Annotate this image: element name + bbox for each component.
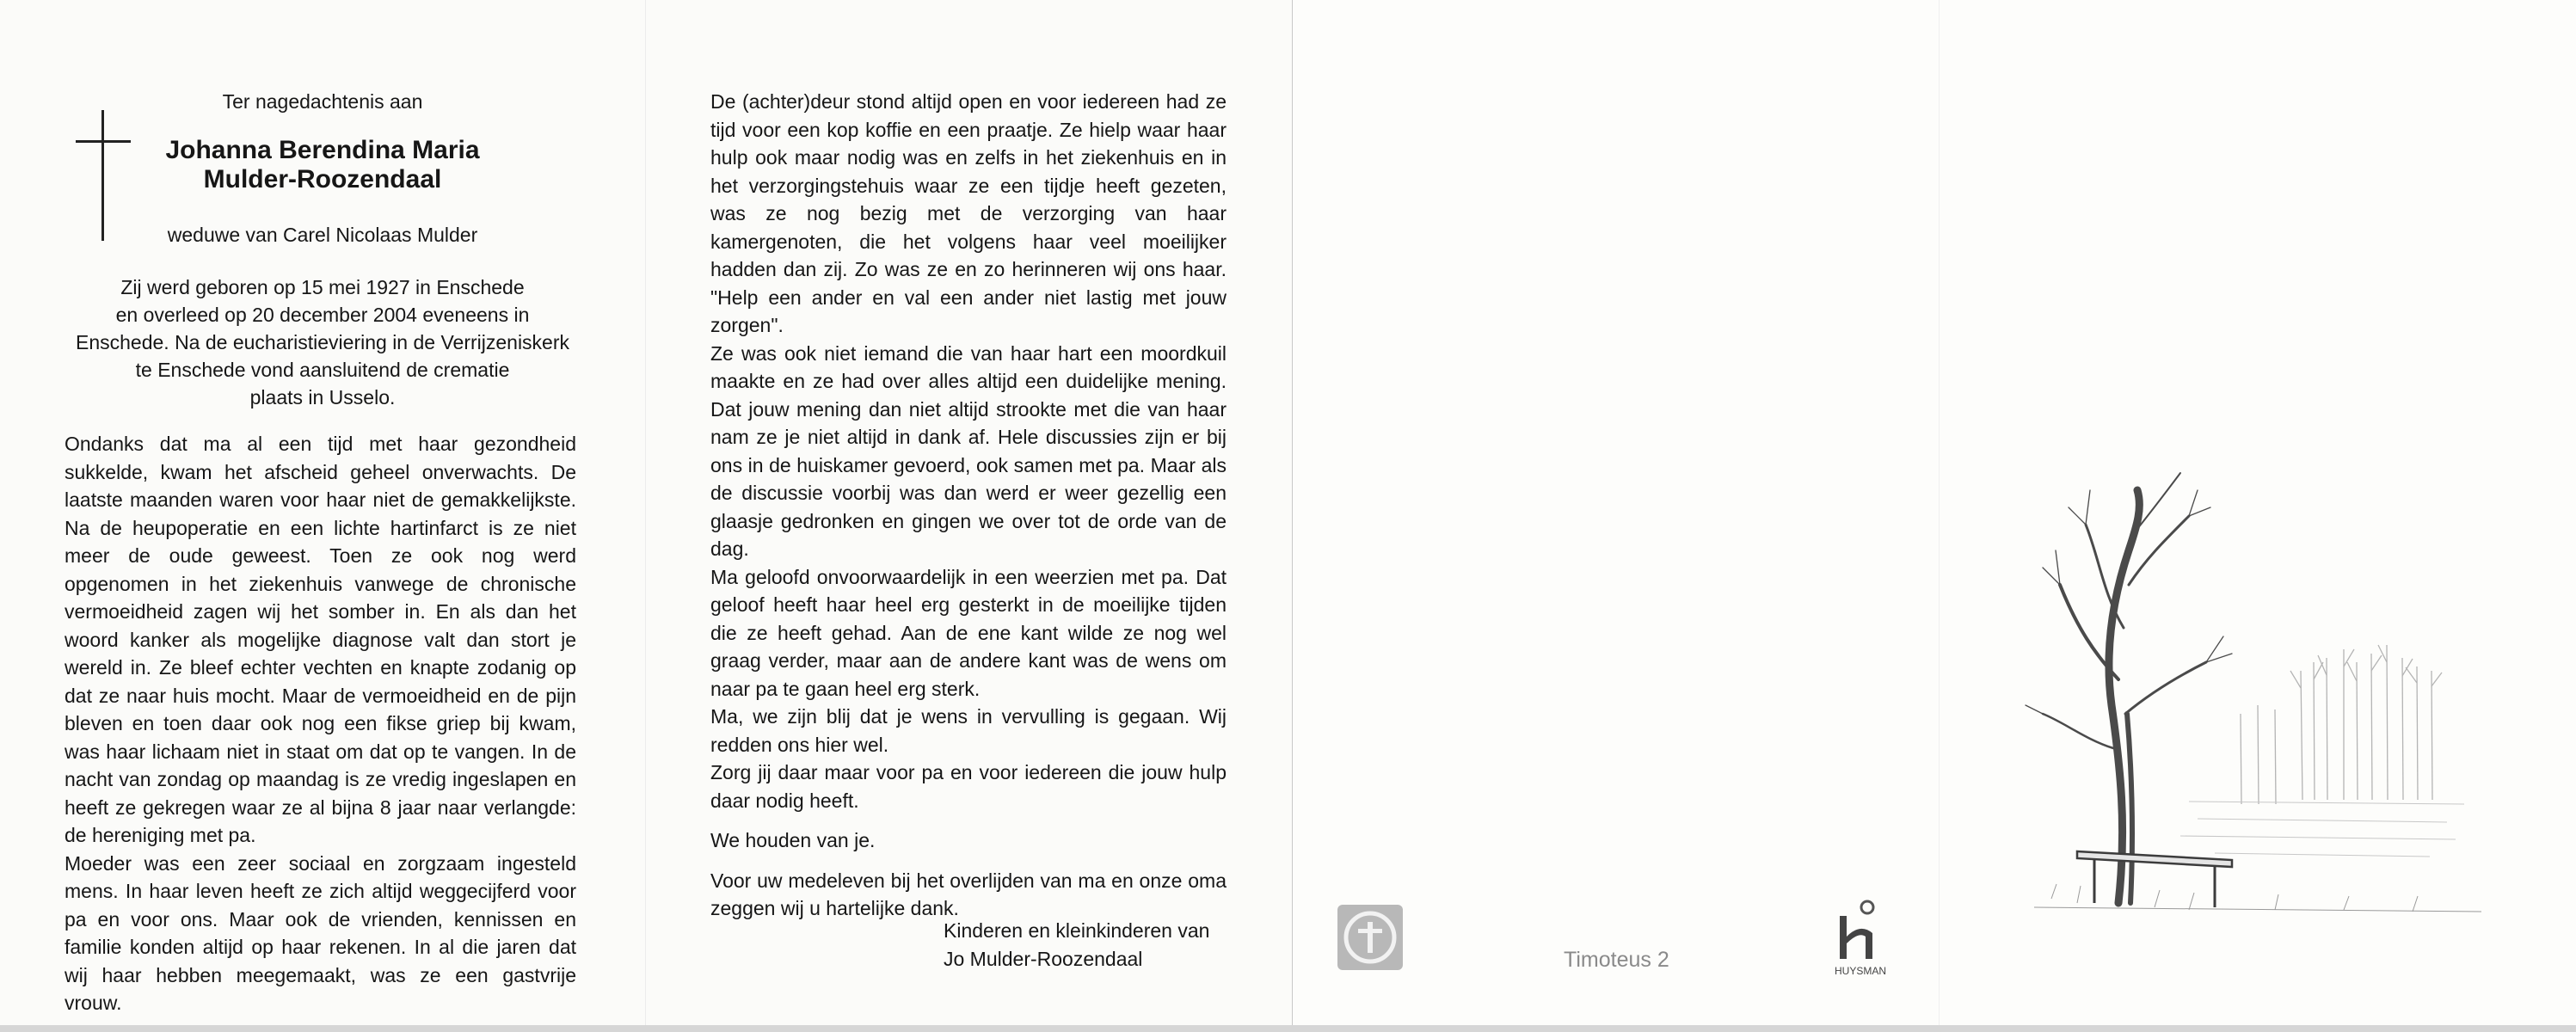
paragraph: Zorg jij daar maar voor pa en voor iedereen die jouw hulp daar nodig heeft.: [710, 761, 1227, 812]
deceased-name: [129, 136, 516, 194]
birth-death-info: [60, 273, 585, 411]
closing-line: We houden van je.: [710, 829, 876, 851]
left-body-text: [65, 430, 576, 1017]
widow-line: weduwe van Carel Nicolaas Mulder: [167, 224, 478, 246]
printer-logo-icon: [1826, 899, 1895, 980]
signature-line-2: Jo Mulder-Roozendaal: [944, 948, 1143, 970]
name-line-1: Johanna Berendina Maria: [165, 136, 480, 164]
paragraph: De (achter)deur stond altijd open en voor iedereen had ze tijd voor een kop koffie en een praatje. Ze hielp waar haar hulp ook maar nodig was en zelfs in het ziekenhuis en in het verzorgingstehuis waar ze een tijdje heeft gezeten, was ze nog bezig met de verzorging van haar kamergenoten, die het volgens haar veel moeilijker hadden dan zij. Zo was ze en zo herinneren wij ons haar. "Help een ander en val een ander niet lastig met jouw zorgen".: [710, 90, 1227, 336]
birth-line: en overleed op 20 december 2004 eveneens in: [115, 304, 530, 326]
scripture-caption: Timoteus 2: [1564, 948, 1669, 972]
paragraph: Ma, we zijn blij dat je wens in vervulling is gegaan. Wij redden ons hier wel.: [710, 705, 1227, 756]
birth-line: Enschede. Na de eucharistieviering in de Verrijzeniskerk: [75, 331, 570, 353]
cross-icon: [76, 110, 131, 241]
signature-line-1: Kinderen en kleinkinderen van: [944, 919, 1210, 942]
signature: [944, 917, 1209, 974]
paragraph: Ze was ook niet iemand die van haar hart een moordkuil maakte en ze had over alles altijd een duidelijke mening. Dat jouw mening dan niet altijd strookte met die van haar nam ze je niet altijd in dank af. Hele discussies zijn er bij ons in de huiskamer gevoerd, ook samen met pa. Maar als de discussie voorbij was dan werd er weer gezellig een glaasje gedronken en gingen we over tot de orde van de dag.: [710, 341, 1227, 560]
intro-label: Ter nagedachtenis aan: [222, 90, 423, 113]
tree-bench-landscape-icon: [2017, 456, 2499, 920]
printer-logo-text: HUYSMAN: [1834, 965, 1887, 977]
page-front-cover: [1939, 0, 2576, 1025]
page-obituary-inside: [645, 0, 1293, 1025]
card-right-sheet: [1292, 0, 2576, 1025]
name-line-2: Mulder-Roozendaal: [203, 165, 442, 194]
card-left-sheet: [0, 0, 1292, 1025]
paragraph: Ma geloofd onvoorwaardelijk in een weerzien met pa. Dat geloof heeft haar heel erg gesterkt in de moeilijke tijden die ze heeft gehad. Aan de ene kant wilde ze nog wel graag verder, maar aan de andere kant was de wens om naar pa te gaan heel erg sterk.: [710, 565, 1227, 700]
birth-line: plaats in Usselo.: [249, 386, 396, 408]
page-obituary-front: [0, 0, 645, 1025]
thanks-text: Voor uw medeleven bij het overlijden van ma en onze oma zeggen wij u hartelijke dank.: [710, 869, 1227, 919]
middle-body-text: [710, 88, 1227, 923]
page-back-cover: [1292, 0, 1940, 1025]
paragraph: Moeder was een zeer sociaal en zorgzaam ingesteld mens. In haar leven heeft ze zich altijd weggecijferd voor pa en voor ons. Maar ook de vrienden, kennissen en familie konden altijd op haar rekenen. In al die jaren dat wij haar hebben meegemaakt, was ze een gastvrije vrouw.: [65, 851, 576, 1014]
birth-line: Zij werd geboren op 15 mei 1927 in Enschede: [120, 276, 525, 298]
birth-line: te Enschede vond aansluitend de crematie: [135, 359, 510, 381]
paragraph: Ondanks dat ma al een tijd met haar gezondheid sukkelde, kwam het afscheid geheel onverwachts. De laatste maanden waren voor haar niet de gemakkelijkste. Na de heupoperatie en een lichte hartinfarct is ze niet meer de oude geweest. Toen ze ook nog werd opgenomen in het ziekenhuis vanwege de chronische vermoeidheid zagen wij het somber in. En als dan het woord kanker als mogelijke diagnose valt dan stort je wereld in. Ze bleef echter vechten en knapte zodanig op dat ze naar huis mocht. Maar de vermoeidheid en de pijn bleven en toen daar ook nog een fikse griep bij kwam, was haar lichaam niet in staat om dat op te vangen. In de nacht van zondag op maandag is ze vredig ingeslapen en heeft ze gekregen waar ze al bijna 8 jaar naar verlangde: de hereniging met pa.: [65, 433, 576, 846]
circle-emblem-logo-icon: [1336, 903, 1405, 972]
